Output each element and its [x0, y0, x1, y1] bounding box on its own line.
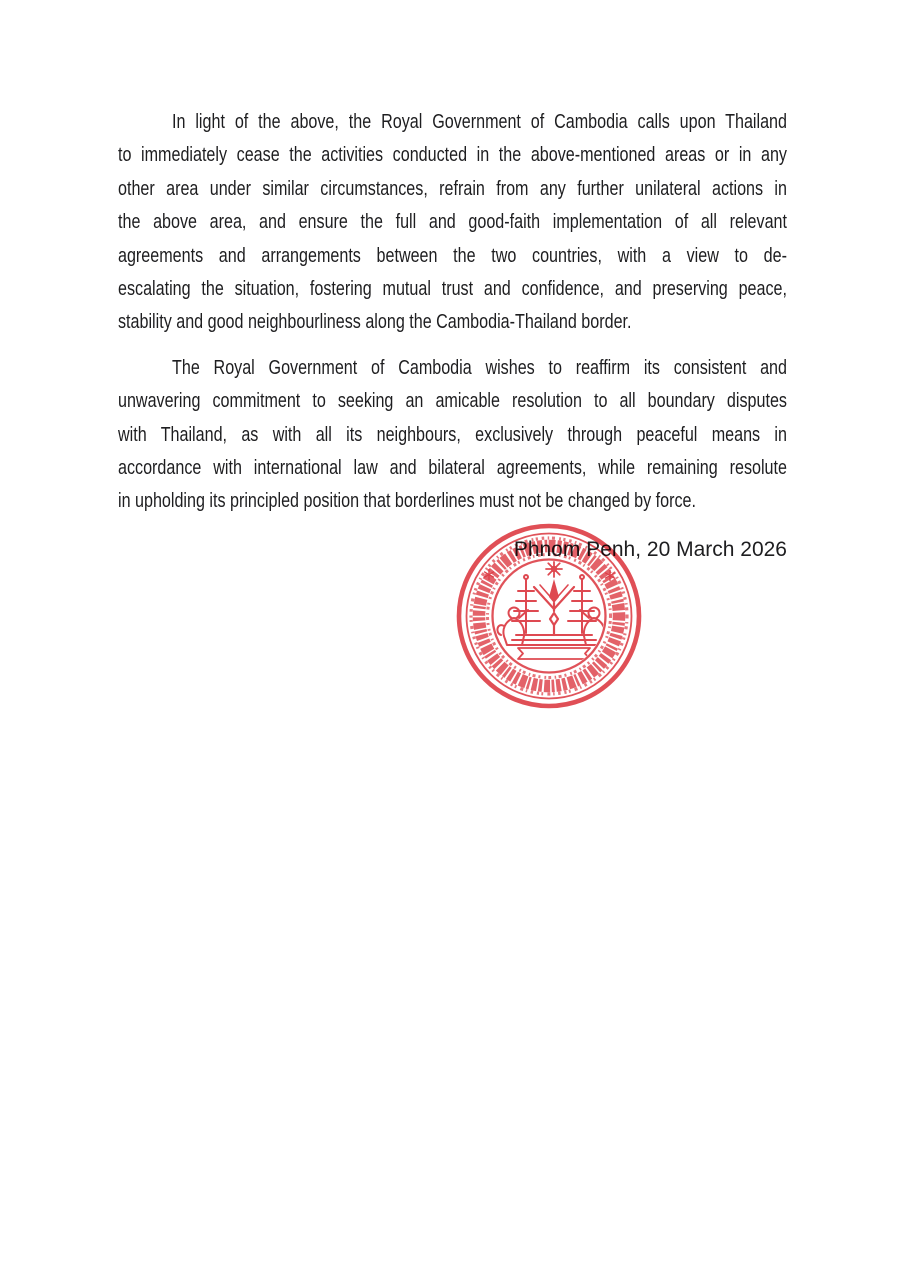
cambodia-royal-seal — [454, 521, 644, 711]
right-parasol — [568, 575, 596, 633]
text-line: agreements and arrangements between the two countries, with a view to de- — [118, 244, 787, 267]
seal-khmer-script-ring — [471, 538, 627, 694]
paragraph — [118, 106, 787, 340]
sun-rays-icon — [546, 561, 562, 577]
letter-body — [118, 106, 787, 531]
text-line: accordance with international law and bilateral agreements, while remaining resolute — [118, 456, 787, 479]
text-line: in upholding its principled position that borderlines must not be changed by force. — [118, 490, 696, 513]
crown-spire — [549, 579, 559, 603]
royal-arms-emblem — [497, 561, 610, 659]
left-parasol — [512, 575, 540, 633]
text-line: to immediately cease the activities conducted in the above-mentioned areas or in any — [118, 144, 787, 167]
seal-star-separator: * — [483, 565, 495, 593]
royal-pendant — [550, 613, 558, 625]
text-line: In light of the above, the Royal Government of Cambodia calls upon Thailand — [172, 111, 787, 133]
text-line: stability and good neighbourliness along the Cambodia-Thailand border. — [118, 311, 632, 334]
text-line: with Thailand, as with all its neighbours, exclusively through peaceful means in — [118, 423, 787, 446]
text-line: the above area, and ensure the full and good-faith implementation of all relevant — [118, 211, 787, 234]
dateline: Phnom Penh, 20 March 2026 — [513, 538, 787, 561]
seal-graphic — [454, 521, 644, 711]
text-line: other area under similar circumstances, refrain from any further unilateral actions in — [118, 177, 787, 200]
ribbon-banner — [518, 648, 590, 659]
paragraph — [118, 352, 787, 519]
text-line: unwavering commitment to seeking an amicable resolution to all boundary disputes — [118, 390, 787, 413]
text-line: escalating the situation, fostering mutual trust and confidence, and preserving peace, — [118, 277, 787, 300]
text-line: The Royal Government of Cambodia wishes to reaffirm its consistent and — [172, 356, 787, 379]
seal-star-separator: * — [604, 566, 616, 594]
